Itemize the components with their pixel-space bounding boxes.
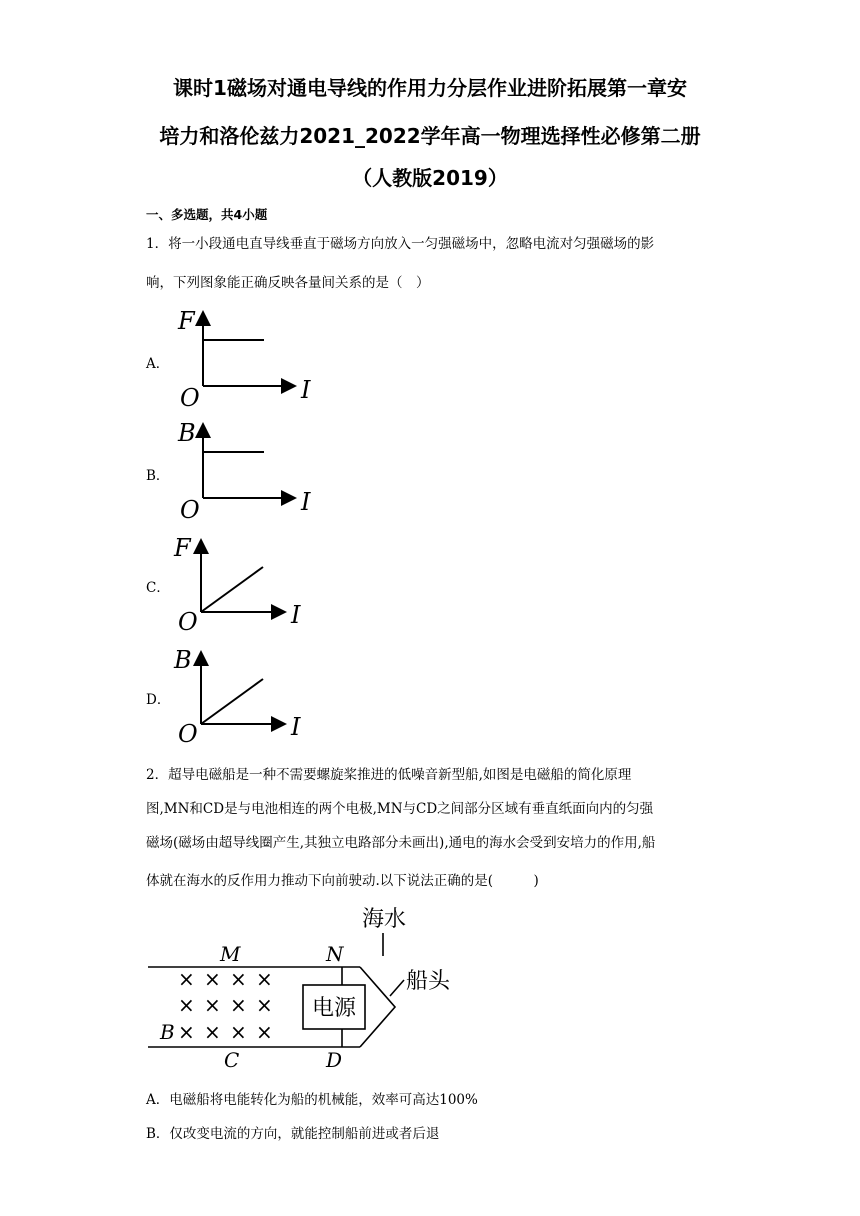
q1-option-b-label: B．: [146, 468, 170, 484]
q1-text-line-2: 响，下列图象能正确反映各量间关系的是（ ）: [146, 275, 430, 291]
label-n: N: [326, 942, 344, 966]
y-axis-label: B: [174, 646, 192, 674]
q1-text-line-1: 1．将一小段通电直导线垂直于磁场方向放入一匀强磁场中，忽略电流对匀强磁场的影: [146, 236, 655, 252]
x-axis-label: I: [291, 713, 301, 741]
document-title-line-1: 课时1磁场对通电导线的作用力分层作业进阶拓展第一章安: [173, 76, 687, 100]
graph-line: [201, 567, 263, 612]
bow-label: 船头: [406, 969, 451, 994]
q2-text-line-2: 图,MN和CD是与电池相连的两个电极,MN与CD之间部分区域有垂直纸面向内的匀强: [146, 801, 654, 817]
label-m: M: [220, 942, 241, 966]
x-axis-label: I: [301, 488, 311, 516]
x-axis-label: I: [301, 376, 311, 404]
q1-option-d-graph: [170, 642, 330, 752]
svg-text:×: ×: [178, 1020, 195, 1044]
origin-label: O: [180, 384, 200, 412]
q2-text-line-1: 2．超导电磁船是一种不需要螺旋桨推进的低噪音新型船,如图是电磁船的简化原理: [146, 767, 632, 783]
svg-text:×: ×: [256, 993, 273, 1017]
svg-text:×: ×: [204, 1020, 221, 1044]
x-axis-label: I: [291, 601, 301, 629]
q2-option-b: B．仅改变电流的方向，就能控制船前进或者后退: [146, 1126, 440, 1142]
label-b: B: [160, 1020, 175, 1044]
q2-text-line-4: 体就在海水的反作用力推动下向前驶动.以下说法正确的是( ): [146, 873, 539, 889]
svg-text:×: ×: [204, 993, 221, 1017]
power-label: 电源: [312, 996, 357, 1021]
origin-label: O: [178, 720, 198, 748]
graph-line: [201, 679, 263, 724]
ship-diagram: [140, 900, 470, 1075]
svg-text:×: ×: [230, 967, 247, 991]
y-axis-label: F: [174, 534, 191, 562]
q2-option-a: A．电磁船将电能转化为船的机械能，效率可高达100%: [146, 1092, 478, 1108]
svg-text:×: ×: [256, 1020, 273, 1044]
q1-option-c-label: C．: [146, 580, 170, 596]
svg-text:×: ×: [204, 967, 221, 991]
origin-label: O: [180, 496, 200, 524]
q1-option-c-graph: [170, 530, 330, 640]
section-heading: 一、多选题，共4小题: [146, 207, 268, 222]
q2-text-line-3: 磁场(磁场由超导线圈产生,其独立电路部分未画出),通电的海水会受到安培力的作用,船: [146, 835, 656, 851]
q1-option-d-label: D．: [146, 692, 171, 708]
y-axis-label: B: [178, 419, 196, 447]
label-c: C: [224, 1048, 240, 1072]
label-d: D: [326, 1048, 343, 1072]
q1-option-a-label: A．: [146, 356, 170, 372]
sea-label: 海水: [362, 907, 407, 932]
q1-option-a-graph: [170, 302, 330, 412]
origin-label: O: [178, 608, 198, 636]
svg-text:×: ×: [256, 967, 273, 991]
field-crosses: [178, 967, 273, 1044]
svg-text:×: ×: [230, 993, 247, 1017]
y-axis-label: F: [178, 307, 195, 335]
q1-option-b-graph: [170, 414, 330, 524]
svg-text:×: ×: [230, 1020, 247, 1044]
svg-text:×: ×: [178, 993, 195, 1017]
document-title-line-2: 培力和洛伦兹力2021_2022学年高一物理选择性必修第二册: [159, 124, 701, 148]
svg-text:×: ×: [178, 967, 195, 991]
document-title-line-3: （人教版2019）: [352, 166, 508, 190]
